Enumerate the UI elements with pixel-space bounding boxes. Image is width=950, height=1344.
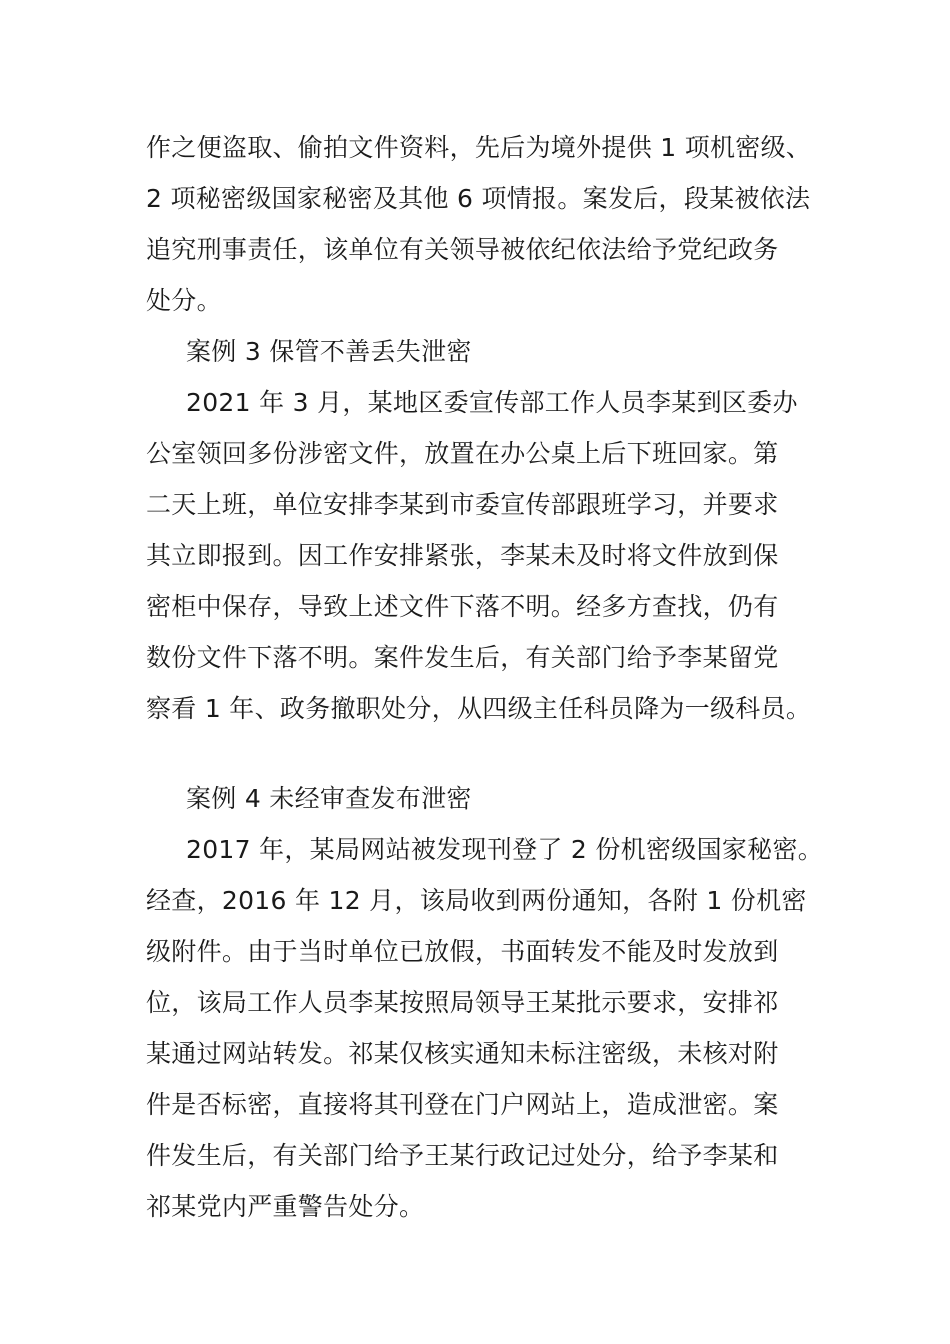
body-line: 件是否标密，直接将其刊登在门户网站上，造成泄密。案 xyxy=(146,1090,779,1119)
body-line: 公室领回多份涉密文件，放置在办公桌上后下班回家。第 xyxy=(146,439,779,468)
case-heading: 案例 4 未经审查发布泄密 xyxy=(186,784,472,813)
body-line: 密柜中保存，导致上述文件下落不明。经多方查找，仍有 xyxy=(146,592,779,621)
case-heading: 案例 3 保管不善丢失泄密 xyxy=(186,337,472,366)
body-line: 2017 年，某局网站被发现刊登了 2 份机密级国家秘密。 xyxy=(186,835,824,864)
body-line: 级附件。由于当时单位已放假，书面转发不能及时发放到 xyxy=(146,937,779,966)
body-line: 2021 年 3 月，某地区委宣传部工作人员李某到区委办 xyxy=(186,388,798,417)
body-line: 某通过网站转发。祁某仅核实通知未标注密级，未核对附 xyxy=(146,1039,779,1068)
body-line: 件发生后，有关部门给予王某行政记过处分，给予李某和 xyxy=(146,1141,779,1170)
body-line: 2 项秘密级国家秘密及其他 6 项情报。案发后，段某被依法 xyxy=(146,184,811,213)
body-line: 处分。 xyxy=(146,286,222,315)
body-line: 二天上班，单位安排李某到市委宣传部跟班学习，并要求 xyxy=(146,490,779,519)
body-line: 位，该局工作人员李某按照局领导王某批示要求，安排祁 xyxy=(146,988,779,1017)
body-line: 作之便盗取、偷拍文件资料，先后为境外提供 1 项机密级、 xyxy=(146,133,812,162)
body-line: 数份文件下落不明。案件发生后，有关部门给予李某留党 xyxy=(146,643,779,672)
body-line: 察看 1 年、政务撤职处分，从四级主任科员降为一级科员。 xyxy=(146,694,812,723)
body-line: 追究刑事责任，该单位有关领导被依纪依法给予党纪政务 xyxy=(146,235,779,264)
body-line: 其立即报到。因工作安排紧张，李某未及时将文件放到保 xyxy=(146,541,779,570)
body-line: 祁某党内严重警告处分。 xyxy=(146,1192,425,1221)
body-line: 经查，2016 年 12 月，该局收到两份通知，各附 1 份机密 xyxy=(146,886,807,915)
